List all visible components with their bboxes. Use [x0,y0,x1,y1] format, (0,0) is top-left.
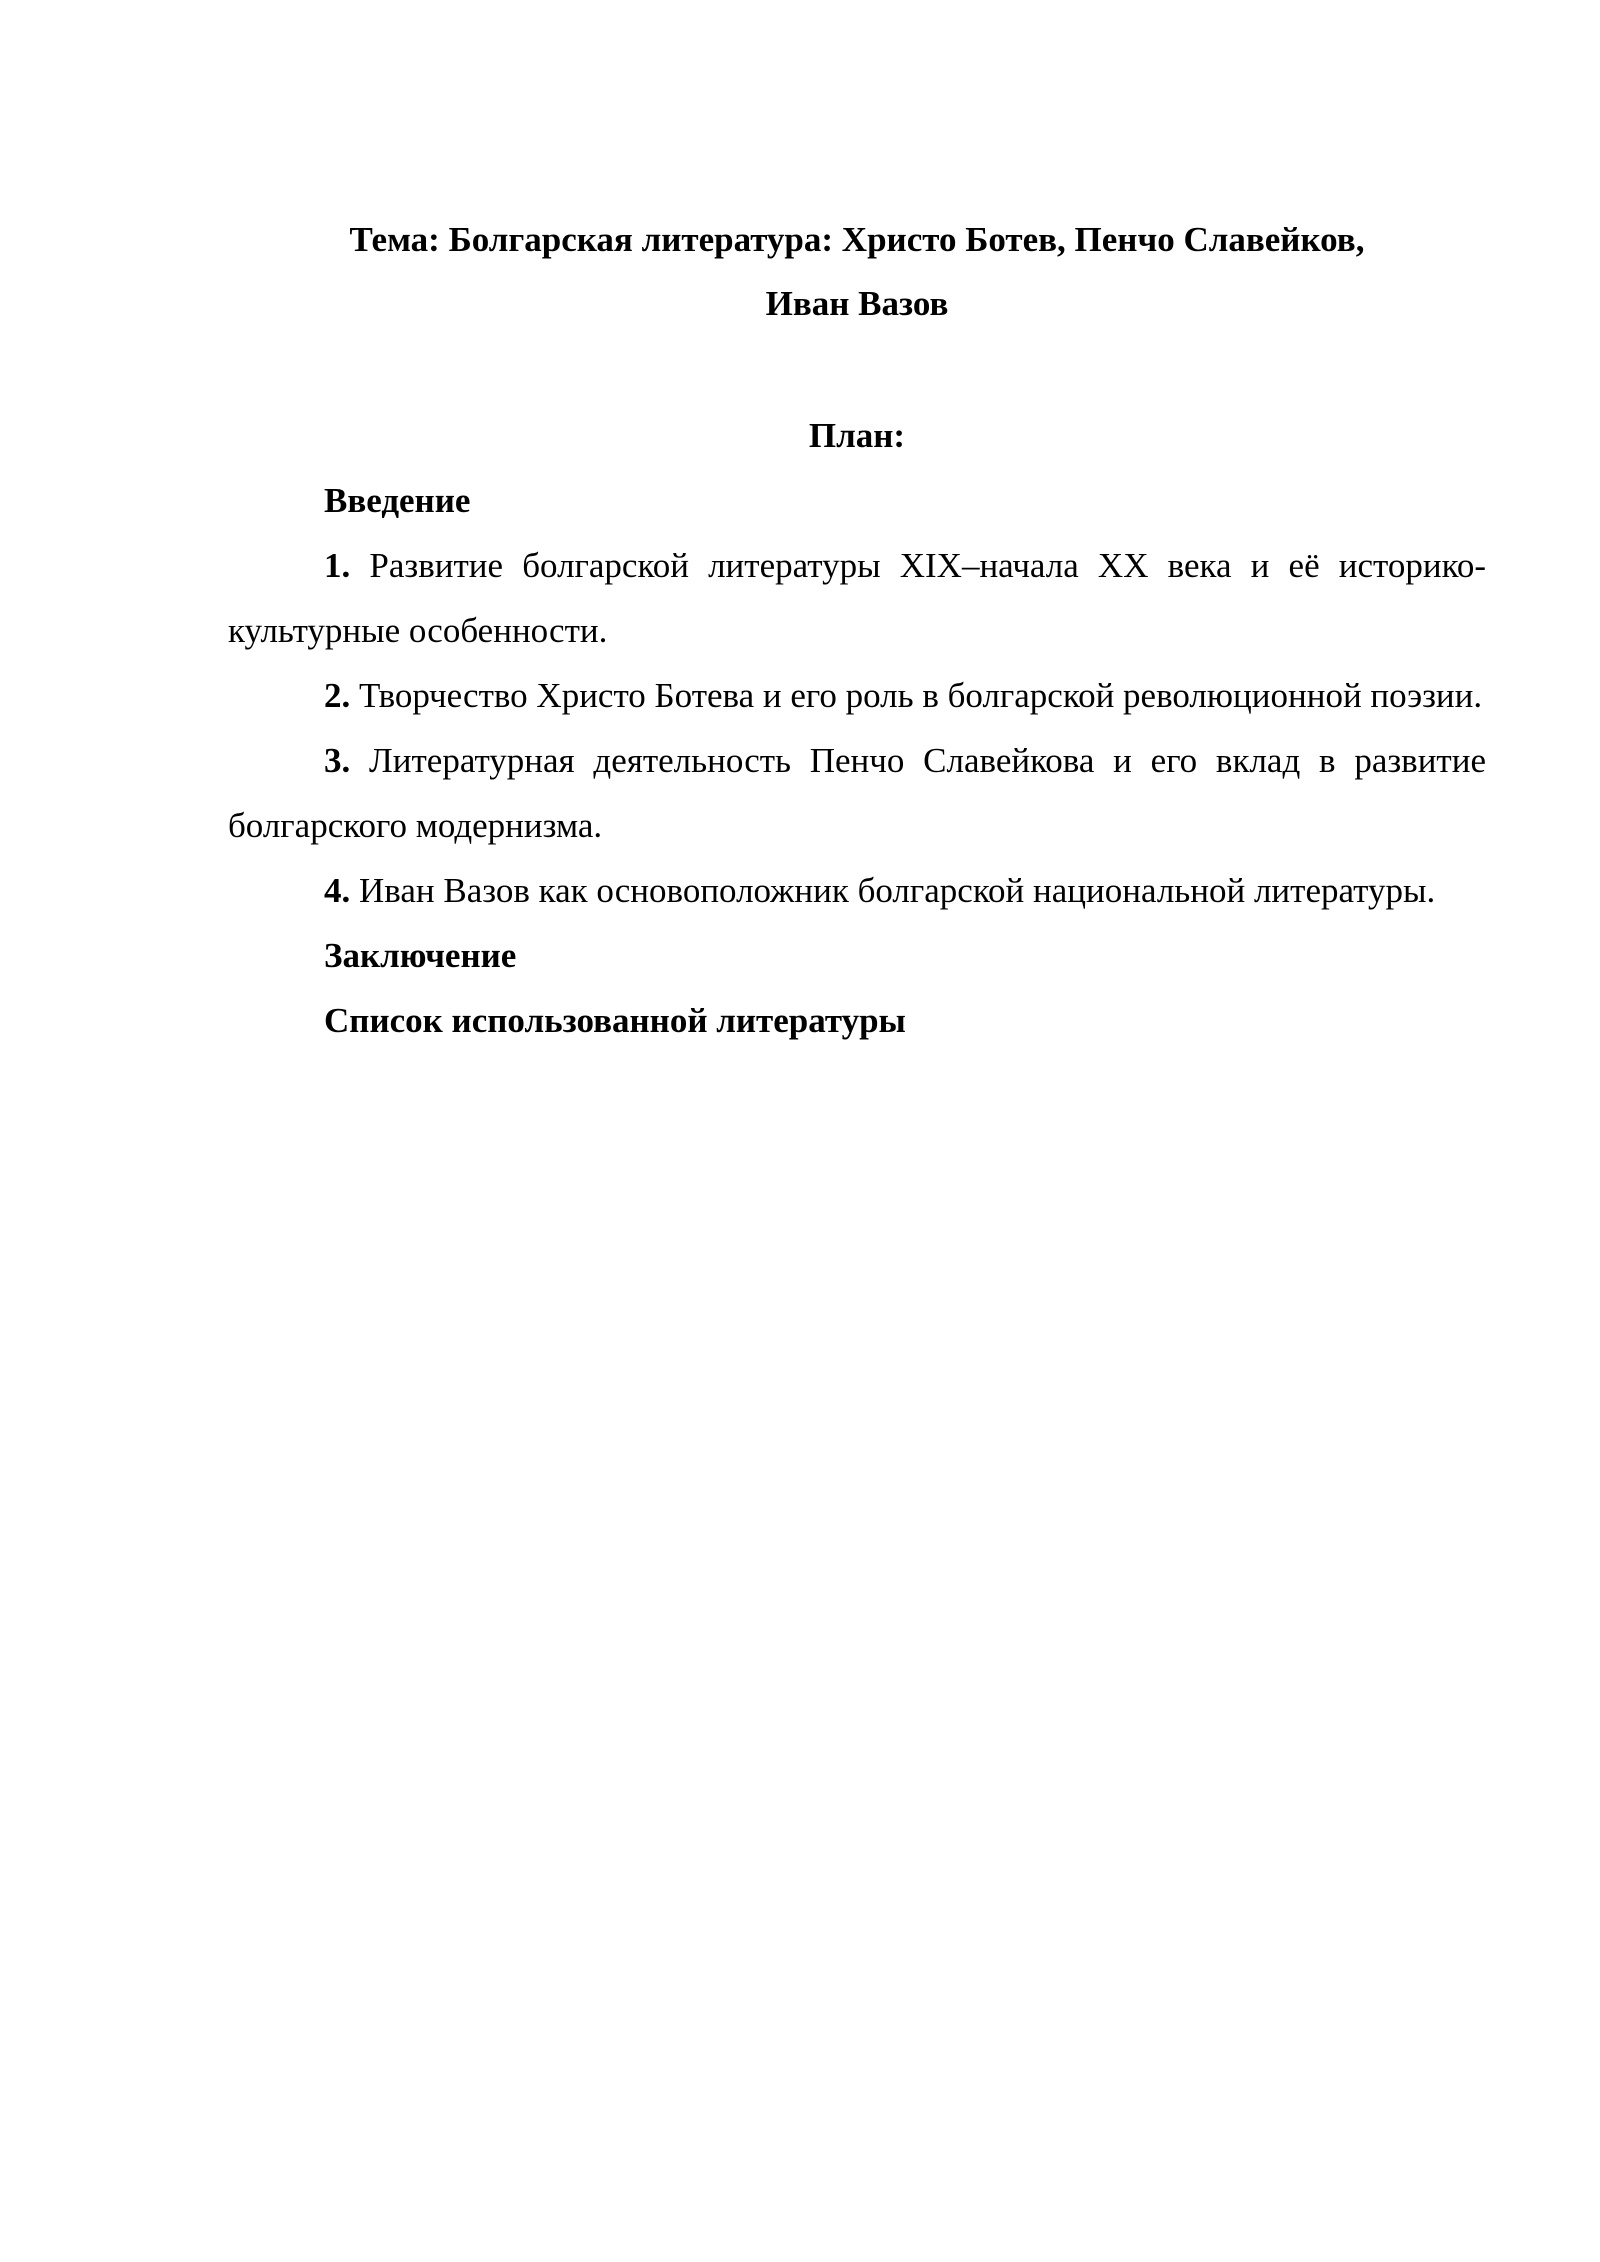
plan-references: Список использованной литературы [324,1001,906,1040]
document-title [228,208,1486,336]
plan-list [228,468,1486,1053]
plan-item-number: 4. [324,871,351,910]
plan-item-text: Иван Вазов как основоположник болгарской национальной литературы. [359,871,1436,910]
plan-conclusion: Заключение [324,936,517,975]
plan-item-1 [228,533,1486,663]
plan-item-3 [228,728,1486,858]
title-line-1: Тема: Болгарская литература: Христо Ботев, Пенчо Славейков, [349,220,1365,259]
plan-item-number: 3. [324,741,351,780]
title-line-2: Иван Вазов [765,284,949,323]
plan-introduction: Введение [324,481,471,520]
plan-heading: План: [808,416,906,455]
plan-item-number: 2. [324,676,351,715]
plan-item-text: Развитие болгарской литературы XIX–начала XX века и её историко-культурные особенности. [228,546,1486,650]
plan-item-number: 1. [324,546,351,585]
plan-item-text: Творчество Христо Ботева и его роль в болгарской революционной поэзии. [359,676,1483,715]
plan-item-text: Литературная деятельность Пенчо Славейкова и его вклад в развитие болгарского модернизма. [228,741,1486,845]
plan-item-2 [228,663,1486,728]
plan-item-4 [228,858,1486,923]
